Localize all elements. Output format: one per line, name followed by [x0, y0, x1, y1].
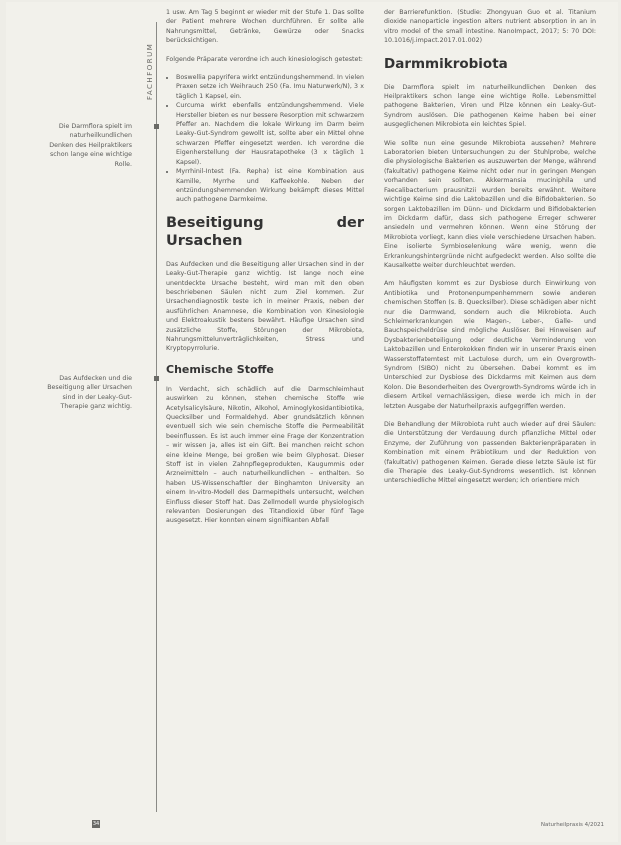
section-label: FACHFORUM [146, 42, 154, 100]
pullquote: Das Aufdecken und die Beseitigung aller Ursachen sind in der Leaky-Gut-Therapie ganz wichtig. [47, 375, 132, 411]
paragraph: Die Darmflora spielt im naturheilkundlichen Denken des Heilpraktikers schon lange eine wichtige Rolle. Lebensmittel pathogene Bakterien, Viren und Pilze können ein Leaky-Gut-Syndrom auslösen. Die pathogenen Keime haben bei einer ausgeglichenen Mikrobiota ein leichtes Spiel. [384, 83, 596, 129]
paragraph: In Verdacht, sich schädlich auf die Darmschleimhaut auswirken zu können, stehen chemische Stoffe wie Acetylsalicylsäure, Nikotin, Alkohol, Aminoglykosidantibiotika, Quecksilber und Formaldehyd. Aber grundsätzlich können eventuell sich wie sein chemische Stoffe die Permeabilität beeinflussen. Es ist auch immer eine Frage der Konzentration – wir wissen ja, alles ist ein Gift. Bei manchen reicht schon eine kleine Menge, bei großen wie beim Glyphosat. Dieser Stoff ist in vielen Zahnpflegeprodukten, Kaugummis oder Arzneimitteln – auch naturheilkundlichen – enthalten. So haben US-Wissenschaftler der Binghamton University an einem In-vitro-Modell des Darmepithels untersucht, welchen Einfluss dieser Stoff hat. Das Zellmodell wurde physiologisch relevanten Dosierungen des Titandioxid über fünf Tage ausgesetzt. Hier konnten einem signifikanten Abfall [166, 385, 364, 525]
page-number: 34 [92, 821, 100, 827]
paragraph: Das Aufdecken und die Beseitigung aller Ursachen sind in der Leaky-Gut-Therapie ganz wichtig. Ist lange noch eine unentdeckte Ursache besteht, wird man mit den oben beschriebenen Säulen nicht zum Ziel kommen. Zur Ursachendiagnostik teste ich in meiner Praxis, neben der ausführlichen Anamnese, die Kombination von Kinesiologie und Elektroakustik bestens bewährt. Häufige Ursachen sind zusätzliche Stoffe, Störungen der Mikrobiota, Nahrungsmittelunverträglichkeiten, Stress und Kryptopyrrolurie. [166, 260, 364, 353]
column-left [166, 8, 364, 535]
section-marker [154, 124, 159, 129]
remedy-list [166, 73, 364, 205]
paragraph: Wie sollte nun eine gesunde Mikrobiota aussehen? Mehrere Laboratorien bieten Untersuchungen zu der Stuhlprobe, welche die physiologische Bakterien es auszuwerten der Menge, während (fakultativ) pathogene Keime nicht oder nur in geringen Mengen vorhanden sein sollten. Akkermansia muciniphila und Faecalibacterium prausnitzii wurden bereits erwähnt. Weitere wichtige Keime sind die Laktobazillen und die Bifidobakterien. So sorgen Laktobazillen im Dünn- und Dickdarm und Bifidobakterien im Dickdarm dafür, dass sich pathogene Erreger schwerer ansiedeln und vermehren können. Wenn eine Störung der Mikrobiota vorliegt, kann dies viele verschiedene Ursachen haben. Eine isolierte Symbioselenkung wäre wenig, wenn die Erkrankungshintergründe nicht aufgedeckt werden. Also sollte die Kausalkette weiter durchleuchtet werden. [384, 139, 596, 269]
margin-divider-line [156, 22, 157, 812]
pullquote: Die Darmflora spielt im naturheilkundlichen Denken des Heilpraktikers schon lange eine wichtige Rolle. [49, 123, 132, 168]
heading-causes: Beseitigung der Ursachen [166, 214, 364, 249]
list-item: • Boswellia papyrifera wirkt entzündungshemmend. In vielen Praxen setze ich Weihrauch 250 (Fa. Imu Naturwerk/N), 3 x täglich 1 Kapsel, ein. [176, 73, 364, 101]
section-marker [154, 376, 159, 381]
list-item: • Curcuma wirkt ebenfalls entzündungshemmend. Viele Hersteller bieten es nur bessere Resorption mit schwarzem Pfeffer an. Nachdem die lokale Wirkung im Darm beim Leaky-Gut-Syndrom gewollt ist, sollte aber ein Mittel ohne schwarzen Pfeffer eingesetzt werden. Ich verordne die Eigenherstellung der Hausratapotheke (3 x täglich 1 Kapsel). [176, 101, 364, 167]
footer-publication: Naturheilpraxis 4/2021 [540, 822, 604, 828]
heading-chemicals: Chemische Stoffe [166, 362, 274, 376]
paragraph: 1 usw. Am Tag 5 beginnt er wieder mit der Stufe 1. Das sollte der Patient mehrere Wochen durchführen. Er sollte alle Nahrungsmittel, Getränke, Gewürze oder Snacks berücksichtigen. [166, 9, 364, 45]
page [6, 2, 618, 842]
column-right [384, 8, 596, 495]
heading-microbiota: Darmmikrobiota [384, 55, 508, 72]
paragraph: Die Behandlung der Mikrobiota ruht auch wieder auf drei Säulen: die Unterstützung der Verdauung durch pflanzliche Mittel oder Enzyme, der Zuführung von passenden Bakterienpräparaten in Kombination mit einem Präbiotikum und der Reduktion von (fakultativ) pathogenen Keimen. Gerade diese letzte Säule ist für die Therapie des Leaky-Gut-Syndroms wesentlich. Ist können unterschiedliche Mittel eingesetzt werden; ich orientiere mich [384, 421, 596, 485]
list-item: • Myrrhinil-Intest (Fa. Repha) ist eine Kombination aus Kamille, Myrrhe und Kaffeekohle. Neben der entzündungshemmenden Wirkung bekämpft dieses Mittel auch pathogene Darmkeime. [176, 167, 364, 205]
paragraph: Am häufigsten kommt es zur Dysbiose durch Einwirkung von Antibiotika und Protonenpumpenhemmern sowie anderen chemischen Stoffen (s. B. Quecksilber). Diese schädigen aber nicht nur die Darmwand, sondern auch die Mikrobiota. Auch Schleimerkrankungen wie Magen-, Leber-, Galle- und Bauchspeicheldrüse sind mögliche Auslöser. Bei Hinweisen auf Dysbakterienbeteiligung oder deutliche Verminderung von Laktobazillen und Enterokokken finden wir in unserer Praxis einen Wasserstoffatemtest mit Lactulose durch, um ein Overgrowth-Syndrom (SIBO) nicht zu übersehen. Dabei kommt es im Unterschied zur Dysbiose des Dickdarms mit Keimen aus dem Kolon. Die Besonderheiten des Overgrowth-Syndroms würde ich in diesem Artikel vernachlässigen, diese werde ich mich in der letzten Ausgabe der Naturheilpraxis aufgegriffen werden. [384, 280, 596, 410]
paragraph: Folgende Präparate verordne ich auch kinesiologisch getestet: [166, 55, 363, 63]
paragraph: der Barrierefunktion. (Studie: Zhongyuan Guo et al. Titanium dioxide nanoparticle ingestion alters nutrient absorption in an in vitro model of the small intestine. NanoImpact, 2017; 5: 70 DOI: 10.1016/j.impact.2017.01.002) [384, 9, 596, 45]
